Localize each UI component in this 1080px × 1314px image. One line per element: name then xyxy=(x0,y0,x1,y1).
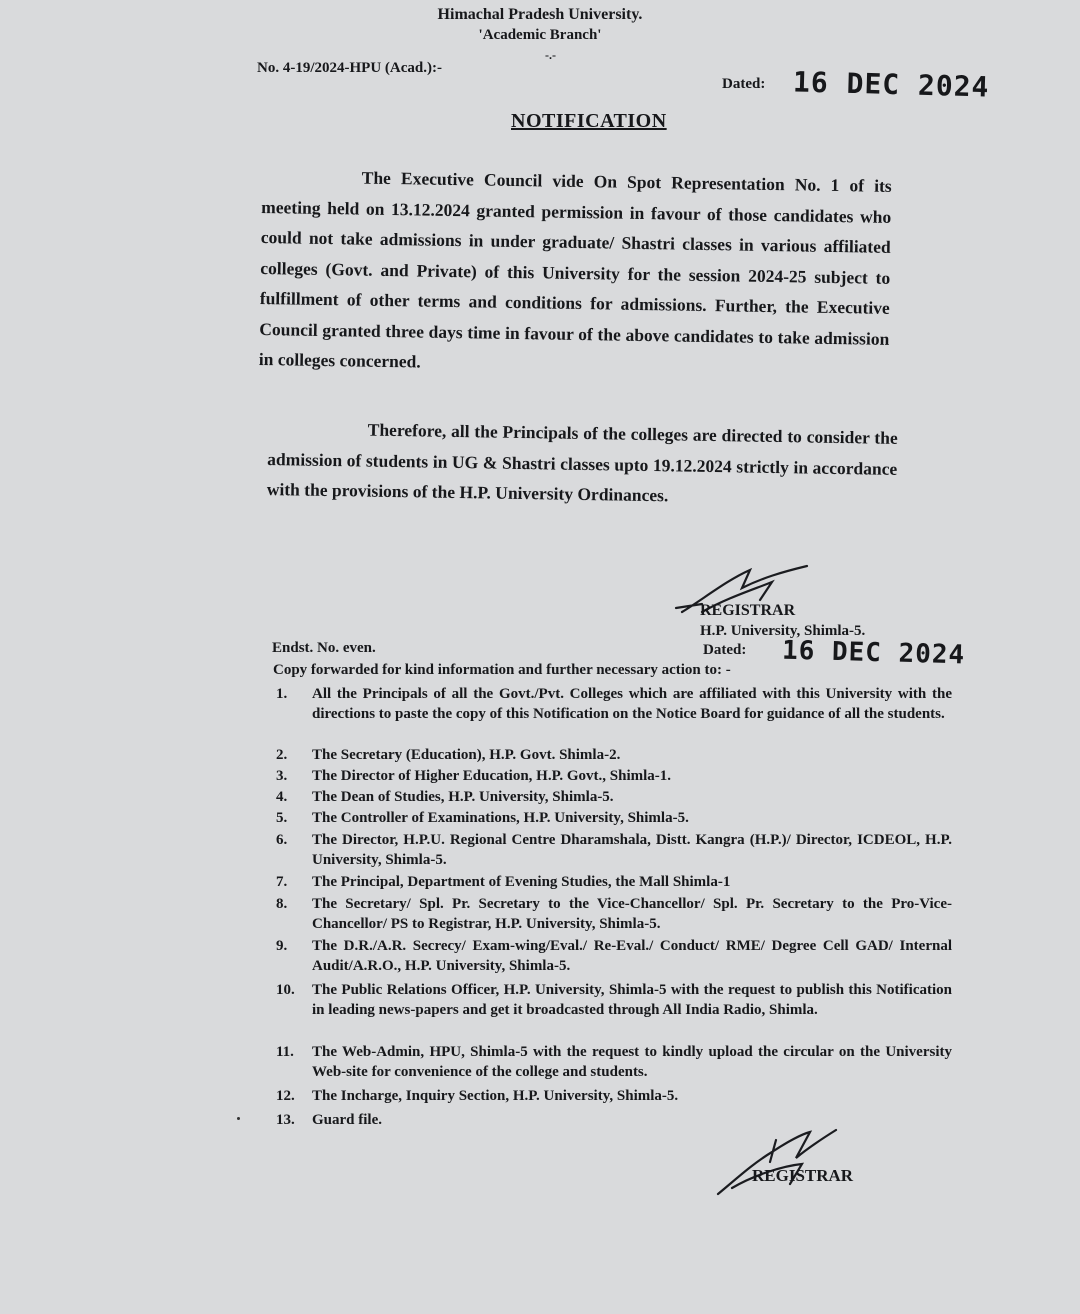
reference-number: No. 4-19/2024-HPU (Acad.):- xyxy=(257,60,442,76)
copy-forwarded-line: Copy forwarded for kind information and further necessary action to: - xyxy=(273,662,731,678)
distribution-list: 1. All the Principals of all the Govt./Pvt. Colleges which are affiliated with this University with the directions to paste the copy of this Notification on the Notice Board for guidance of all the students. 2. The Secretary (Education), H.P. Govt. Shimla-2. 3. The Director of Higher Education, H.P. Govt., Shimla-1. 4. The Dean of Studies, H.P. University, Shimla-5. 5. The Controller of Examinations, H.P. University, Shimla-5. 6. The Director, H.P.U. Regional Centre Dharamshala, Distt. Kangra (H.P.)/ Director, ICDEOL, H.P. University, Shimla-5. 7. The Principal, Department of Evening Studies, the Mall Shimla-1 8. The Secretary/ Spl. Pr. Secretary to the Vice-Chancellor/ Spl. Pr. Secretary to the Pro-Vice-Chancellor/ PS to Registrar, H.P. University, Shimla-5. 9. The D.R./A.R. Secrecy/ Exam-wing/Eval./ Re-Eval./ Conduct/ RME/ Degree Cell GAD/ Internal Audit/A.R.O., H.P. University, Shimla-5. 10. The Public Relations Officer, H.P. University, Shimla-5 with the request to publish this Notification in leading news-papers and get it broadcasted through All India Radio, Shimla. 11. The Web-Admin, HPU, Shimla-5 with the request to kindly upload the circular on the University Web-site for convenience of the college and students. 12. The Incharge, Inquiry Section, H.P. University, Shimla-5. 13. Guard file. xyxy=(276,686,952,1128)
header-mark: -.- xyxy=(545,48,556,62)
signature-date-stamp: 16 DEC 2024 xyxy=(781,635,966,671)
body-paragraph-1: The Executive Council vide On Spot Representation No. 1 of its meeting held on 13.12.2024 granted permission in favour of those candidates who could not take admissions in under graduate/ Shastri classes in various affiliated colleges (Govt. and Private) of this University for the session 2024-25 subject to fulfillment of other terms and conditions for admissions. Further, the Executive Council granted three days time in favour of the above candidates to take admission in colleges concerned. xyxy=(258,167,892,372)
endorsement-number: Endst. No. even. xyxy=(272,640,376,656)
signature-designation-2: REGISTRAR xyxy=(752,1166,854,1185)
signature-address: H.P. University, Shimla-5. xyxy=(700,623,866,639)
stray-mark xyxy=(237,1117,240,1120)
signature-dated-label: Dated: xyxy=(703,642,747,658)
notification-body xyxy=(259,161,892,384)
notification-body-2 xyxy=(267,413,898,514)
signature-designation: REGISTRAR xyxy=(700,602,796,619)
branch-name: 'Academic Branch' xyxy=(478,27,602,43)
university-name: Himachal Pradesh University. xyxy=(437,6,643,23)
date-stamp: 16 DEC 2024 xyxy=(792,65,990,104)
dated-label: Dated: xyxy=(722,76,766,92)
body-paragraph-2: Therefore, all the Principals of the colleges are directed to consider the admission of students in UG & Shastri classes upto 19.12.2024 strictly in accordance with the provisions of the H.P. University Ordinances. xyxy=(266,419,898,506)
page-title: NOTIFICATION xyxy=(511,110,667,132)
